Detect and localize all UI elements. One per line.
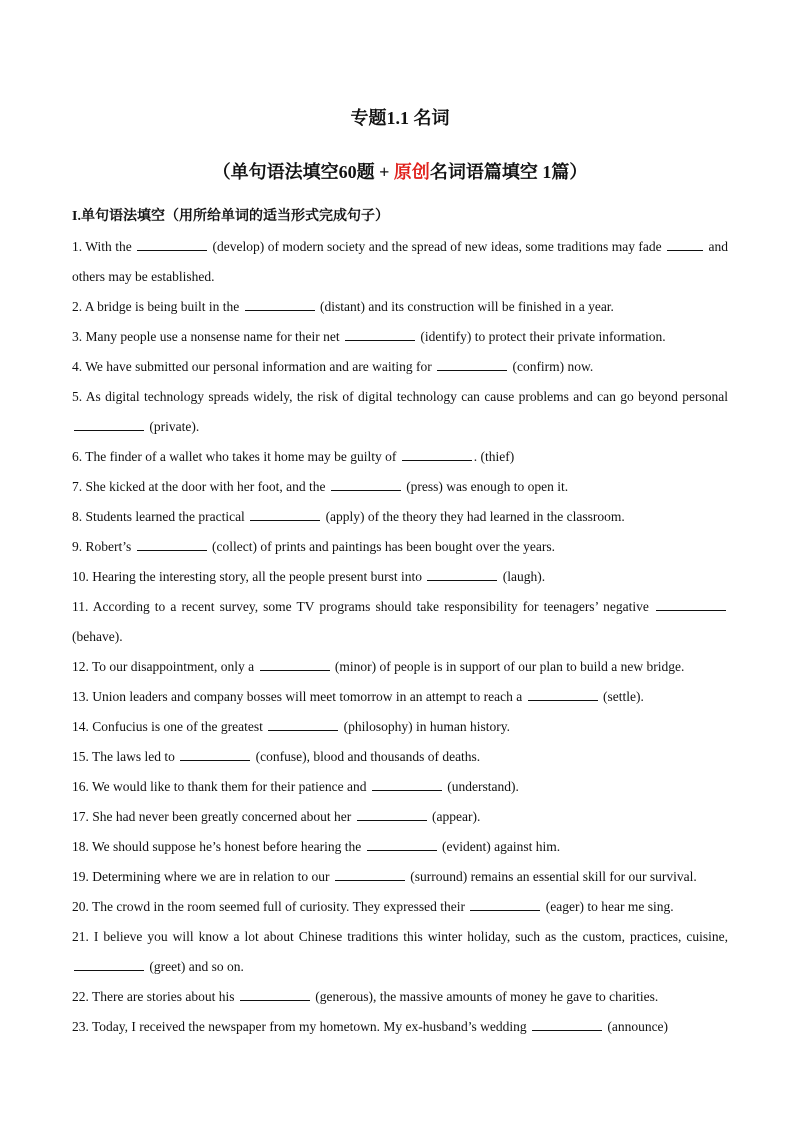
question-hint: (confuse), blood and thousands of deaths.	[252, 749, 481, 764]
question-hint: (evident) against him.	[438, 839, 561, 854]
answer-blank[interactable]	[245, 298, 315, 311]
answer-blank[interactable]	[335, 868, 405, 881]
question-hint: (distant) and its construction will be finished in a year.	[316, 299, 614, 314]
question-text: 11. According to a recent survey, some TV programs should take responsibility for teenagers’ negative	[72, 599, 654, 614]
answer-blank[interactable]	[345, 328, 415, 341]
answer-blank[interactable]	[667, 238, 703, 251]
question-text: 2. A bridge is being built in the	[72, 299, 243, 314]
question-item	[72, 1012, 728, 1042]
question-hint: (understand).	[443, 779, 519, 794]
question-item	[72, 382, 728, 442]
question-text: 1. With the	[72, 239, 136, 254]
question-hint: (laugh).	[499, 569, 546, 584]
question-item	[72, 472, 728, 502]
question-text: 5. As digital technology spreads widely, the risk of digital technology can cause problems and can go beyond personal	[72, 389, 728, 404]
answer-blank[interactable]	[528, 688, 598, 701]
question-item	[72, 982, 728, 1012]
answer-blank[interactable]	[74, 418, 144, 431]
answer-blank[interactable]	[250, 508, 320, 521]
answer-blank[interactable]	[656, 598, 726, 611]
question-text: 13. Union leaders and company bosses will meet tomorrow in an attempt to reach a	[72, 689, 526, 704]
answer-blank[interactable]	[137, 238, 207, 251]
question-item	[72, 442, 728, 472]
answer-blank[interactable]	[470, 898, 540, 911]
subtitle-prefix: （单句语法填空60题 +	[212, 162, 394, 182]
question-hint: (press) was enough to open it.	[402, 479, 569, 494]
question-item	[72, 562, 728, 592]
answer-blank[interactable]	[260, 658, 330, 671]
answer-blank[interactable]	[402, 448, 472, 461]
question-text: 19. Determining where we are in relation to our	[72, 869, 333, 884]
question-text: 23. Today, I received the newspaper from my hometown. My ex-husband’s wedding	[72, 1019, 530, 1034]
question-text: 9. Robert’s	[72, 539, 135, 554]
question-text: 10. Hearing the interesting story, all the people present burst into	[72, 569, 426, 584]
question-hint: . (thief)	[473, 449, 515, 464]
question-hint: (apply) of the theory they had learned in the classroom.	[322, 509, 625, 524]
question-item	[72, 922, 728, 982]
question-item	[72, 862, 728, 892]
page-subtitle	[0, 158, 800, 184]
question-text: 7. She kicked at the door with her foot, and the	[72, 479, 329, 494]
question-hint: (minor) of people is in support of our plan to build a new bridge.	[331, 659, 685, 674]
question-item	[72, 832, 728, 862]
answer-blank[interactable]	[240, 988, 310, 1001]
subtitle-highlight: 原创	[393, 162, 430, 182]
question-text: 3. Many people use a nonsense name for their net	[72, 329, 344, 344]
question-hint: (generous), the massive amounts of money he gave to charities.	[311, 989, 659, 1004]
question-hint: (philosophy) in human history.	[340, 719, 510, 734]
question-hint: (settle).	[599, 689, 644, 704]
page-title: 专题1.1 名词	[350, 108, 450, 128]
question-item	[72, 322, 728, 352]
question-hint: (announce)	[603, 1019, 669, 1034]
question-item	[72, 292, 728, 322]
question-hint: (collect) of prints and paintings has been bought over the years.	[208, 539, 556, 554]
question-item	[72, 712, 728, 742]
question-item	[72, 772, 728, 802]
answer-blank[interactable]	[367, 838, 437, 851]
question-text: 6. The finder of a wallet who takes it home may be guilty of	[72, 449, 400, 464]
question-item	[72, 532, 728, 562]
question-item	[72, 892, 728, 922]
question-item	[72, 652, 728, 682]
question-text: 17. She had never been greatly concerned about her	[72, 809, 355, 824]
question-hint: (eager) to hear me sing.	[542, 899, 674, 914]
question-text: 20. The crowd in the room seemed full of curiosity. They expressed their	[72, 899, 469, 914]
section-heading: I.单句语法填空（用所给单词的适当形式完成句子）	[72, 209, 389, 224]
question-text: 4. We have submitted our personal information and are waiting for	[72, 359, 436, 374]
answer-blank[interactable]	[532, 1018, 602, 1031]
question-text: 14. Confucius is one of the greatest	[72, 719, 267, 734]
question-text: 18. We should suppose he’s honest before hearing the	[72, 839, 365, 854]
answer-blank[interactable]	[331, 478, 401, 491]
question-hint: (appear).	[428, 809, 481, 824]
answer-blank[interactable]	[427, 568, 497, 581]
question-hint: (confirm) now.	[509, 359, 594, 374]
question-item	[72, 802, 728, 832]
question-text: 22. There are stories about his	[72, 989, 238, 1004]
question-text: 21. I believe you will know a lot about Chinese traditions this winter holiday, such as the custom, practices, cuisine,	[72, 929, 728, 944]
answer-blank[interactable]	[74, 958, 144, 971]
question-item	[72, 592, 728, 652]
answer-blank[interactable]	[437, 358, 507, 371]
question-list	[72, 232, 728, 1042]
subtitle-suffix: 名词语篇填空 1篇）	[429, 162, 588, 182]
question-hint: (greet) and so on.	[146, 959, 244, 974]
question-item	[72, 232, 728, 292]
question-hint: (identify) to protect their private information.	[417, 329, 666, 344]
question-item	[72, 682, 728, 712]
question-text: 8. Students learned the practical	[72, 509, 249, 524]
question-hint: (surround) remains an essential skill for our survival.	[406, 869, 697, 884]
question-hint: (private).	[146, 419, 200, 434]
question-item	[72, 742, 728, 772]
answer-blank[interactable]	[137, 538, 207, 551]
question-text-end: and others may be established.	[72, 239, 729, 284]
answer-blank[interactable]	[268, 718, 338, 731]
question-text: 16. We would like to thank them for their patience and	[72, 779, 370, 794]
question-hint: (behave).	[72, 629, 123, 644]
answer-blank[interactable]	[372, 778, 442, 791]
question-item	[72, 502, 728, 532]
answer-blank[interactable]	[357, 808, 427, 821]
question-text: 15. The laws led to	[72, 749, 179, 764]
answer-blank[interactable]	[180, 748, 250, 761]
question-item	[72, 352, 728, 382]
question-hint: (develop) of modern society and the spread of new ideas, some traditions may fade	[209, 239, 666, 254]
question-text: 12. To our disappointment, only a	[72, 659, 258, 674]
